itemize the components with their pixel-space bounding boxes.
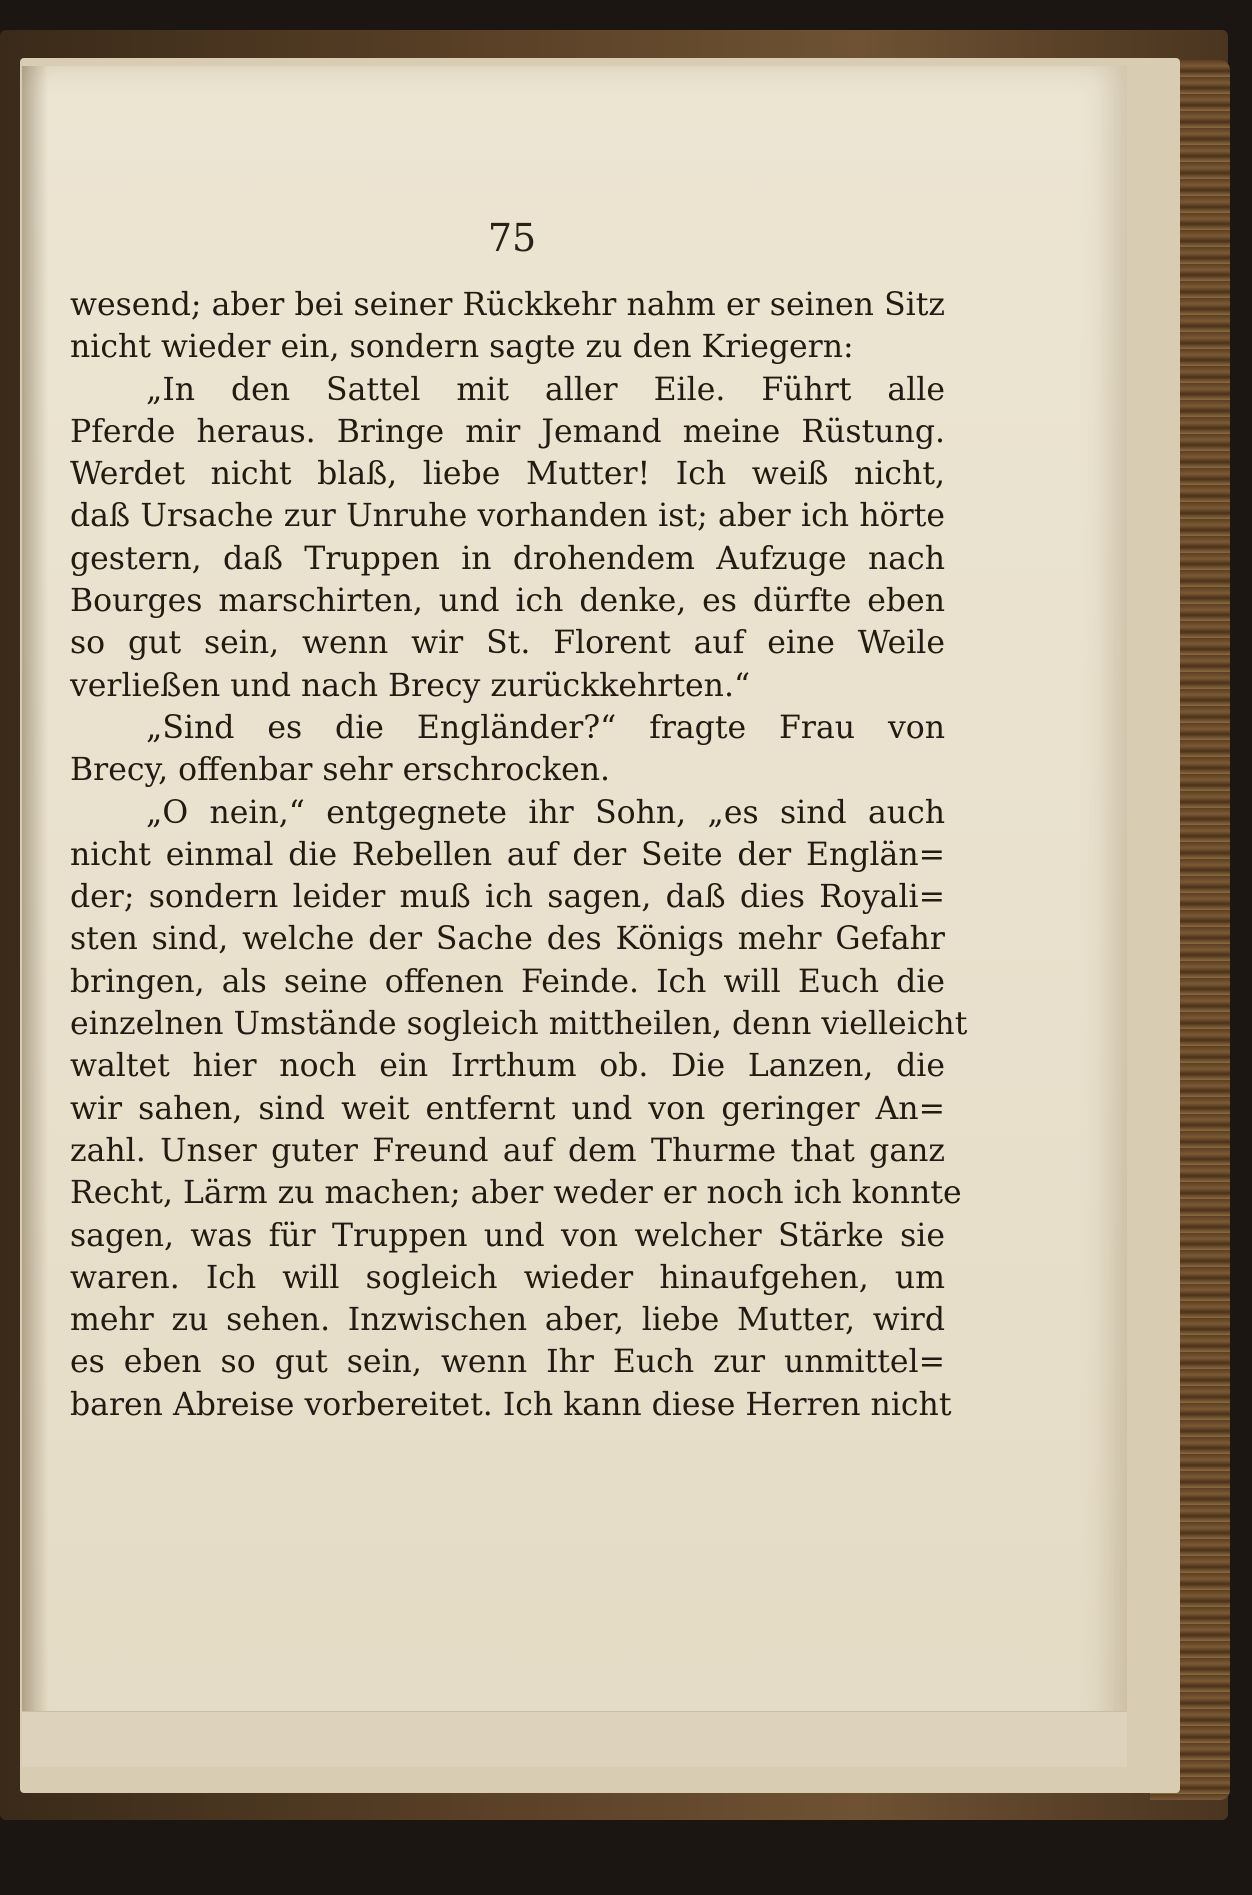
text-line: „Sind es die Engländer?“ fragte Frau von: [146, 709, 945, 746]
text-line: zahl. Unser guter Freund auf dem Thurme that ganz: [70, 1132, 945, 1169]
text-line: Recht, Lärm zu machen; aber weder er noch ich konnte: [70, 1175, 962, 1212]
text-line: wesend; aber bei seiner Rückkehr nahm er seinen Sitz: [70, 287, 945, 323]
page-fold-edge: [22, 1711, 1127, 1767]
page-number: 75: [487, 216, 537, 260]
text-line: wir sahen, sind weit entfernt und von geringer An=: [70, 1090, 945, 1127]
text-line: „In den Sattel mit aller Eile. Führt alle: [146, 371, 945, 408]
text-line: baren Abreise vorbereitet. Ich kann diese Herren nicht: [70, 1386, 952, 1423]
text-line: mehr zu sehen. Inzwischen aber, liebe Mutter, wird: [70, 1302, 945, 1339]
text-line: so gut sein, wenn wir St. Florent auf eine Weile: [70, 625, 945, 662]
text-line: sagen, was für Truppen und von welcher Stärke sie: [70, 1217, 945, 1254]
text-line: „O nein,“ entgegnete ihr Sohn, „es sind auch: [146, 794, 945, 831]
book-page: [22, 66, 1127, 1766]
text-line: gestern, daß Truppen in drohendem Aufzuge nach: [70, 540, 945, 577]
text-line: nicht wieder ein, sondern sagte zu den Kriegern:: [70, 329, 854, 366]
page-gutter-shadow: [22, 66, 48, 1766]
text-line: waren. Ich will sogleich wieder hinaufgehen, um: [70, 1259, 945, 1296]
text-line: es eben so gut sein, wenn Ihr Euch zur unmittel=: [70, 1344, 945, 1381]
text-line: sten sind, welche der Sache des Königs mehr Gefahr: [70, 921, 945, 958]
text-line: verließen und nach Brecy zurückkehrten.“: [70, 667, 751, 704]
text-line: der; sondern leider muß ich sagen, daß dies Royali=: [70, 879, 945, 916]
text-line: Brecy, offenbar sehr erschrocken.: [70, 752, 611, 789]
text-line: waltet hier noch ein Irrthum ob. Die Lanzen, die: [70, 1048, 945, 1085]
text-line: Pferde heraus. Bringe mir Jemand meine Rüstung.: [70, 413, 945, 450]
text-line: einzelnen Umstände sogleich mittheilen, denn vielleicht: [70, 1006, 968, 1043]
text-line: Bourges marschirten, und ich denke, es dürfte eben: [70, 583, 945, 620]
text-line: bringen, als seine offenen Feinde. Ich will Euch die: [70, 963, 945, 1000]
text-line: Werdet nicht blaß, liebe Mutter! Ich weiß nicht,: [70, 456, 945, 493]
body-text: [70, 284, 968, 1426]
text-line: nicht einmal die Rebellen auf der Seite der Englän=: [70, 836, 945, 873]
text-line: daß Ursache zur Unruhe vorhanden ist; aber ich hörte: [70, 498, 945, 535]
